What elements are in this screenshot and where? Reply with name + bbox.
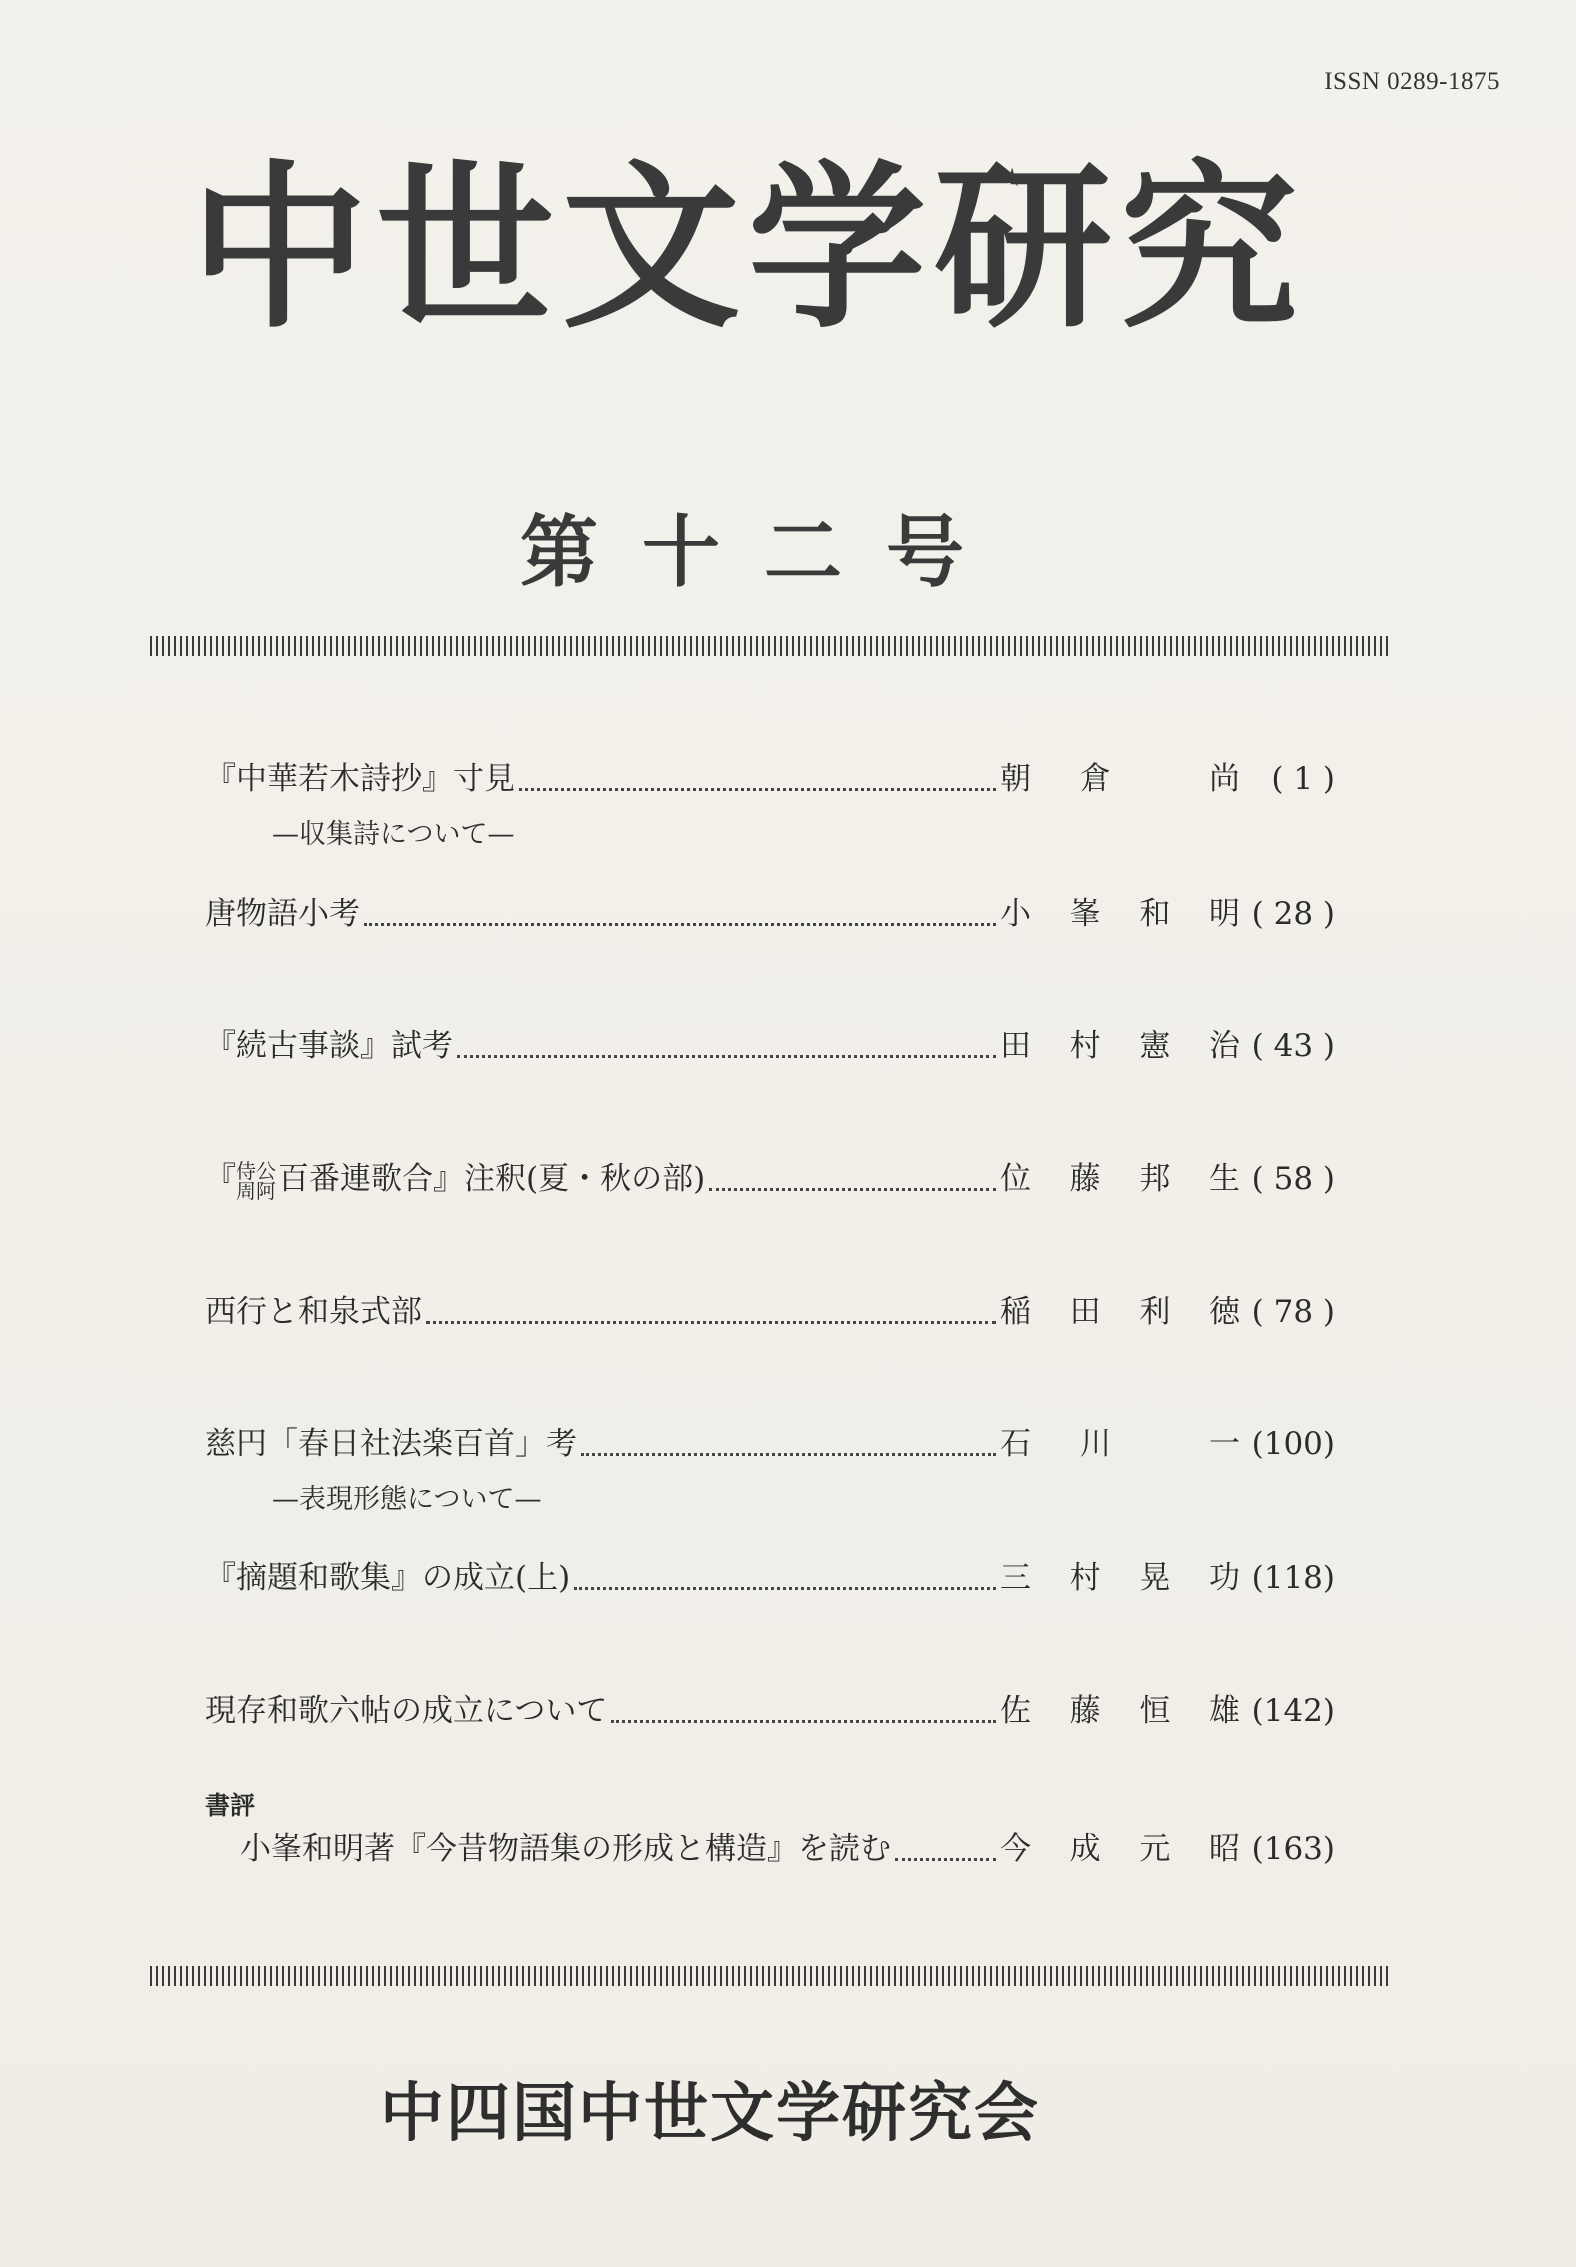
entry-title: 現存和歌六帖の成立について [205, 1693, 608, 1729]
dot-leader [574, 1575, 996, 1590]
dot-leader [426, 1309, 996, 1324]
entry-author: 石 川 一 [1000, 1426, 1240, 1462]
entry-subtitle: —収集詩について— [272, 819, 515, 850]
dot-leader [611, 1708, 996, 1723]
entry-page: (142) [1251, 1693, 1335, 1729]
journal-title: 中世文学研究 [190, 145, 1306, 352]
publisher-name: 中四国中世文学研究会 [380, 2077, 1040, 2151]
bottom-decorative-rule [150, 1966, 1392, 1986]
entry-title: 小峯和明著『今昔物語集の形成と構造』を読む [240, 1831, 891, 1867]
entry-author: 位 藤 邦 生 [1000, 1161, 1240, 1197]
entry-author: 佐 藤 恒 雄 [1000, 1693, 1240, 1729]
entry-page: (100) [1251, 1426, 1335, 1462]
entry-subtitle: —表現形態について— [272, 1484, 542, 1515]
issn-label: ISSN 0289-1875 [1324, 68, 1500, 95]
toc-entry [205, 1024, 1335, 1068]
toc-entry [205, 1422, 1335, 1466]
top-decorative-rule [150, 636, 1392, 656]
entry-author: 稲 田 利 徳 [1000, 1294, 1240, 1330]
dot-leader [519, 776, 996, 791]
toc-entry [205, 1689, 1335, 1733]
dot-leader [581, 1441, 996, 1456]
issue-number: 第十二号 [520, 508, 1009, 598]
toc-entry [205, 757, 1335, 801]
entry-author: 三 村 晃 功 [1000, 1560, 1240, 1596]
entry-page: ( 28 ) [1251, 896, 1335, 932]
toc-entry [205, 1157, 1335, 1201]
entry-title: 慈円「春日社法楽百首」考 [205, 1426, 577, 1462]
entry-title: 西行と和泉式部 [205, 1294, 422, 1330]
entry-title: 『続古事談』試考 [205, 1028, 453, 1064]
entry-author: 今 成 元 昭 [1000, 1831, 1240, 1867]
entry-author: 小 峯 和 明 [1000, 896, 1240, 932]
section-label-book-review: 書評 [205, 1791, 256, 1820]
entry-title: 『 侍公 周阿 百番連歌合』注釈(夏・秋の部) [205, 1158, 706, 1203]
entry-title: 唐物語小考 [205, 896, 360, 932]
toc-entry [205, 892, 1335, 936]
entry-title: 『中華若木詩抄』寸見 [205, 761, 515, 797]
entry-page: ( 58 ) [1251, 1161, 1335, 1197]
dot-leader [457, 1043, 996, 1058]
toc-entry [205, 1556, 1335, 1600]
dot-leader [709, 1176, 996, 1191]
entry-title: 『摘題和歌集』の成立(上) [205, 1560, 571, 1596]
toc-entry [205, 1290, 1335, 1334]
entry-page: (163) [1251, 1831, 1335, 1867]
entry-author: 朝 倉 尚 [1000, 761, 1240, 797]
entry-page: (118) [1251, 1560, 1335, 1596]
entry-author: 田 村 憲 治 [1000, 1028, 1240, 1064]
entry-page: ( 1 ) [1271, 761, 1335, 797]
toc-entry [240, 1827, 1335, 1871]
title-ruby: 侍公 周阿 [236, 1158, 276, 1203]
dot-leader [895, 1846, 996, 1861]
entry-page: ( 78 ) [1251, 1294, 1335, 1330]
entry-page: ( 43 ) [1251, 1028, 1335, 1064]
dot-leader [364, 911, 996, 926]
